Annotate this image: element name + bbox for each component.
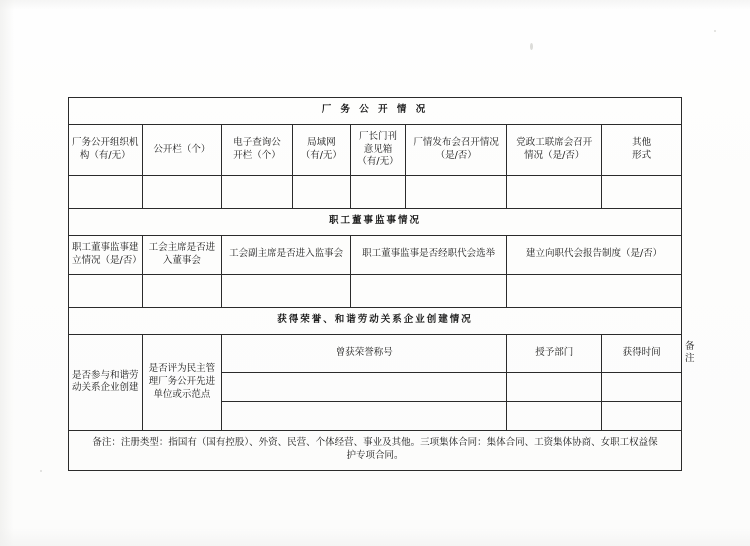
value-honor-title[interactable] bbox=[222, 373, 507, 402]
form-table-container bbox=[68, 97, 695, 471]
value-org[interactable] bbox=[69, 176, 143, 209]
col-header-suggestion-box: 厂长门刊 意见箱 （有/无） bbox=[350, 124, 405, 175]
section-title-factory-disclosure: 厂 务 公 开 情 况 bbox=[69, 98, 682, 125]
col-header-lan: 局域网 （有/无） bbox=[292, 124, 350, 175]
value-award-time[interactable] bbox=[602, 373, 682, 402]
section-title-row bbox=[69, 307, 682, 334]
scan-speck bbox=[530, 43, 533, 50]
value-suggestion-box[interactable] bbox=[350, 176, 405, 209]
col-header-granting-department: 授予部门 bbox=[507, 334, 602, 373]
value-granting-department[interactable] bbox=[507, 402, 602, 431]
note-label: 备注： bbox=[92, 437, 121, 449]
value-briefing-meeting[interactable] bbox=[406, 176, 507, 209]
value-other-forms[interactable] bbox=[602, 176, 682, 209]
col-header-model-unit: 是否评为民主管 理厂务公开先进 单位或示范点 bbox=[142, 334, 222, 431]
table-header-row bbox=[69, 124, 682, 175]
value-director-setup[interactable] bbox=[69, 274, 143, 307]
col-header-honor-title: 曾获荣誉称号 bbox=[222, 334, 507, 373]
note-row bbox=[69, 431, 682, 471]
col-header-harmonious-participation: 是否参与和谐劳 动关系企业创建 bbox=[69, 334, 143, 431]
col-header-elected-by-congress: 职工董事监事是否经职代会选举 bbox=[350, 236, 506, 275]
value-vice-chair-in-supervisors[interactable] bbox=[222, 274, 351, 307]
table-value-row bbox=[69, 274, 682, 307]
value-electronic-board[interactable] bbox=[222, 176, 292, 209]
col-header-chair-in-board: 工会主席是否进 入董事会 bbox=[142, 236, 222, 275]
value-lan[interactable] bbox=[292, 176, 350, 209]
section-title-employee-directors: 职工董事监事情况 bbox=[69, 209, 682, 236]
scan-speck bbox=[714, 30, 716, 32]
col-header-joint-meeting: 党政工联席会召开 情况（是/否） bbox=[507, 124, 602, 175]
value-report-system[interactable] bbox=[507, 274, 682, 307]
scan-edge-bottom bbox=[0, 528, 750, 546]
section-title-row bbox=[69, 209, 682, 236]
scan-speck bbox=[40, 470, 42, 472]
col-header-award-time: 获得时间 bbox=[602, 334, 682, 373]
disclosure-form-table bbox=[68, 97, 695, 471]
col-header-director-setup: 职工董事监事建 立情况（是/否） bbox=[69, 236, 143, 275]
value-joint-meeting[interactable] bbox=[507, 176, 602, 209]
col-header-report-system: 建立向职代会报告制度（是/否） bbox=[507, 236, 682, 275]
table-header-row bbox=[69, 236, 682, 275]
section-title-honors: 获得荣誉、和谐劳动关系企业创建情况 bbox=[69, 307, 682, 334]
value-board-count[interactable] bbox=[142, 176, 222, 209]
scan-edge-left bbox=[0, 0, 14, 546]
note-line-2: 护专项合同。 bbox=[346, 449, 404, 461]
col-header-briefing-meeting: 厂情发布会召开情况 （是/否） bbox=[406, 124, 507, 175]
scan-edge-top bbox=[0, 0, 750, 10]
section-title-row bbox=[69, 98, 682, 125]
value-honor-title[interactable] bbox=[222, 402, 507, 431]
value-award-time[interactable] bbox=[602, 402, 682, 431]
col-header-board-count: 公开栏（个） bbox=[142, 124, 222, 175]
note-line-1: 注册类型：指国有（国有控股）、外资、民营、个体经营、事业及其他。三项集体合同：集体合同、工资集体协商、女职工权益保 bbox=[120, 437, 658, 449]
value-granting-department[interactable] bbox=[507, 373, 602, 402]
note-cell bbox=[69, 431, 682, 471]
col-header-electronic-board: 电子查询公 开栏（个） bbox=[222, 124, 292, 175]
value-chair-in-board[interactable] bbox=[142, 274, 222, 307]
honors-header-row bbox=[69, 334, 682, 373]
col-header-vice-chair-in-supervisors: 工会副主席是否进入监事会 bbox=[222, 236, 351, 275]
col-header-org: 厂务公开组织机 构（有/无） bbox=[69, 124, 143, 175]
value-elected-by-congress[interactable] bbox=[350, 274, 506, 307]
table-value-row bbox=[69, 176, 682, 209]
col-header-other-forms: 其他 形式 bbox=[602, 124, 682, 175]
